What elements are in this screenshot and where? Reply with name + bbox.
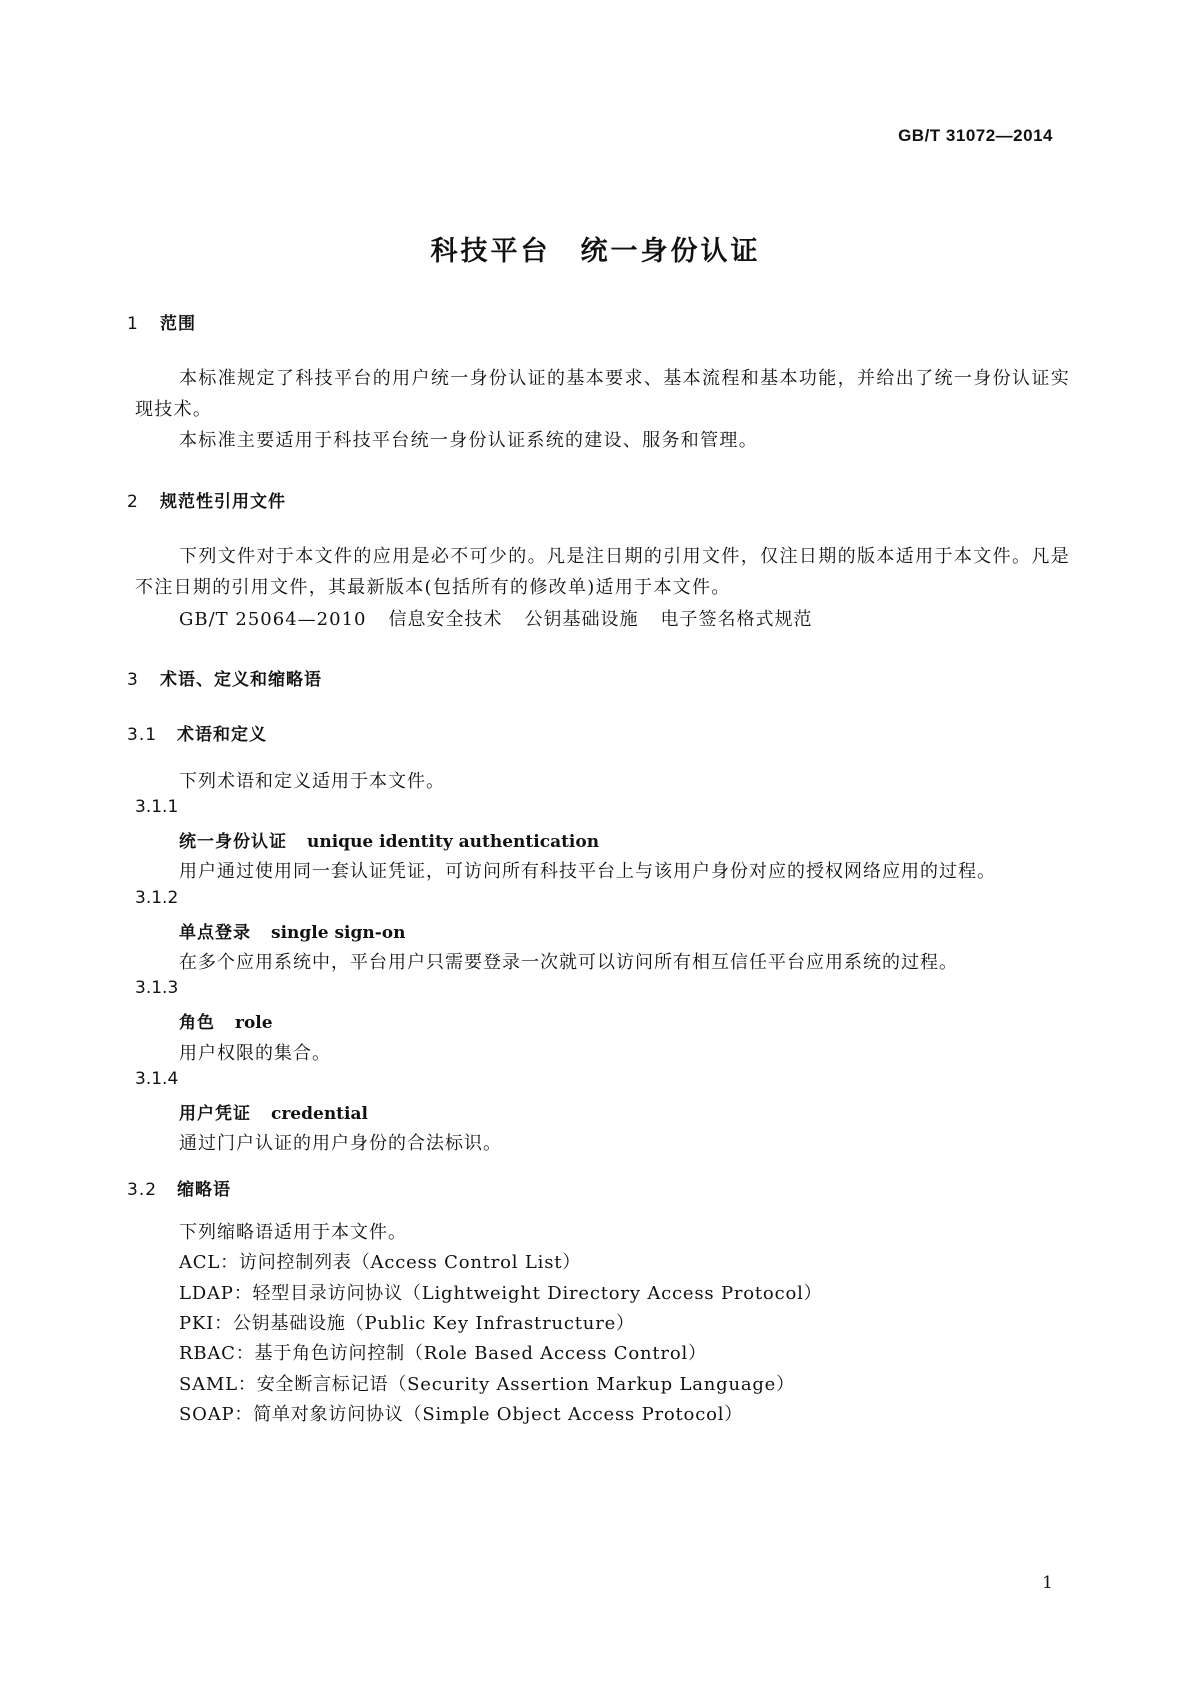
abbreviations-intro: 下列缩略语适用于本文件。 xyxy=(179,1222,407,1243)
term-name xyxy=(179,1099,368,1124)
section-number: 3.1 xyxy=(127,725,158,745)
term-zh: 单点登录 xyxy=(179,923,251,943)
reference-entry xyxy=(179,605,812,631)
section-number: 2 xyxy=(127,492,139,512)
term-zh: 统一身份认证 xyxy=(179,832,287,852)
term-en: single sign-on xyxy=(271,923,406,943)
term-number: 3.1.1 xyxy=(135,797,179,817)
term-definition: 用户权限的集合。 xyxy=(179,1043,331,1064)
section-2-heading xyxy=(127,487,286,512)
abbreviation-entry: SOAP：简单对象访问协议（Simple Object Access Protocol） xyxy=(179,1404,744,1425)
reference-name-part: 公钥基础设施 xyxy=(524,609,639,630)
term-en: role xyxy=(235,1013,273,1033)
abbreviation-entry: SAML：安全断言标记语（Security Assertion Markup Language） xyxy=(179,1374,795,1395)
section-title: 缩略语 xyxy=(177,1180,231,1200)
term-name xyxy=(179,918,406,943)
document-title: 科技平台 统一身份认证 xyxy=(430,236,761,267)
standard-number: GB/T 31072—2014 xyxy=(898,126,1053,145)
normative-references-paragraph: 下列文件对于本文件的应用是必不可少的。凡是注日期的引用文件，仅注日期的版本适用于本文件。凡是不注日期的引用文件，其最新版本(包括所有的修改单)适用于本文件。 xyxy=(135,546,1070,598)
reference-code: GB/T 25064—2010 xyxy=(179,609,367,630)
term-number: 3.1.4 xyxy=(135,1069,179,1089)
section-number: 3.2 xyxy=(127,1180,158,1200)
section-1-heading xyxy=(127,309,196,334)
abbreviation-entry: ACL：访问控制列表（Access Control List） xyxy=(179,1252,582,1273)
section-3-1-heading xyxy=(127,720,267,745)
abbreviation-entry: RBAC：基于角色访问控制（Role Based Access Control） xyxy=(179,1343,707,1364)
section-number: 3 xyxy=(127,670,139,690)
section-3-2-heading xyxy=(127,1175,231,1200)
abbreviation-entry: LDAP：轻型目录访问协议（Lightweight Directory Access Protocol） xyxy=(179,1283,823,1304)
term-name xyxy=(179,827,599,852)
term-number: 3.1.3 xyxy=(135,978,179,998)
term-zh: 用户凭证 xyxy=(179,1104,251,1124)
section-title: 范围 xyxy=(160,314,196,334)
section-number: 1 xyxy=(127,314,139,334)
term-definition: 在多个应用系统中，平台用户只需要登录一次就可以访问所有相互信任平台应用系统的过程。 xyxy=(179,952,958,973)
section-title: 术语和定义 xyxy=(177,725,267,745)
term-en: unique identity authentication xyxy=(307,832,600,852)
term-definition: 用户通过使用同一套认证凭证，可访问所有科技平台上与该用户身份对应的授权网络应用的过程。 xyxy=(179,861,996,882)
abbreviation-entry: PKI：公钥基础设施（Public Key Infrastructure） xyxy=(179,1313,635,1334)
terms-intro: 下列术语和定义适用于本文件。 xyxy=(179,771,445,792)
reference-name-part: 电子签名格式规范 xyxy=(660,609,813,630)
reference-name-part: 信息安全技术 xyxy=(388,609,503,630)
term-name xyxy=(179,1008,273,1033)
term-en: credential xyxy=(271,1104,368,1124)
term-number: 3.1.2 xyxy=(135,888,179,908)
scope-paragraph-2: 本标准主要适用于科技平台统一身份认证系统的建设、服务和管理。 xyxy=(179,430,758,451)
section-title: 规范性引用文件 xyxy=(160,492,286,512)
section-title: 术语、定义和缩略语 xyxy=(160,670,322,690)
section-3-heading xyxy=(127,665,322,690)
term-zh: 角色 xyxy=(179,1013,215,1033)
term-definition: 通过门户认证的用户身份的合法标识。 xyxy=(179,1133,502,1154)
page-number: 1 xyxy=(1042,1573,1053,1593)
scope-paragraph-1: 本标准规定了科技平台的用户统一身份认证的基本要求、基本流程和基本功能，并给出了统一身份认证实现技术。 xyxy=(135,368,1070,420)
